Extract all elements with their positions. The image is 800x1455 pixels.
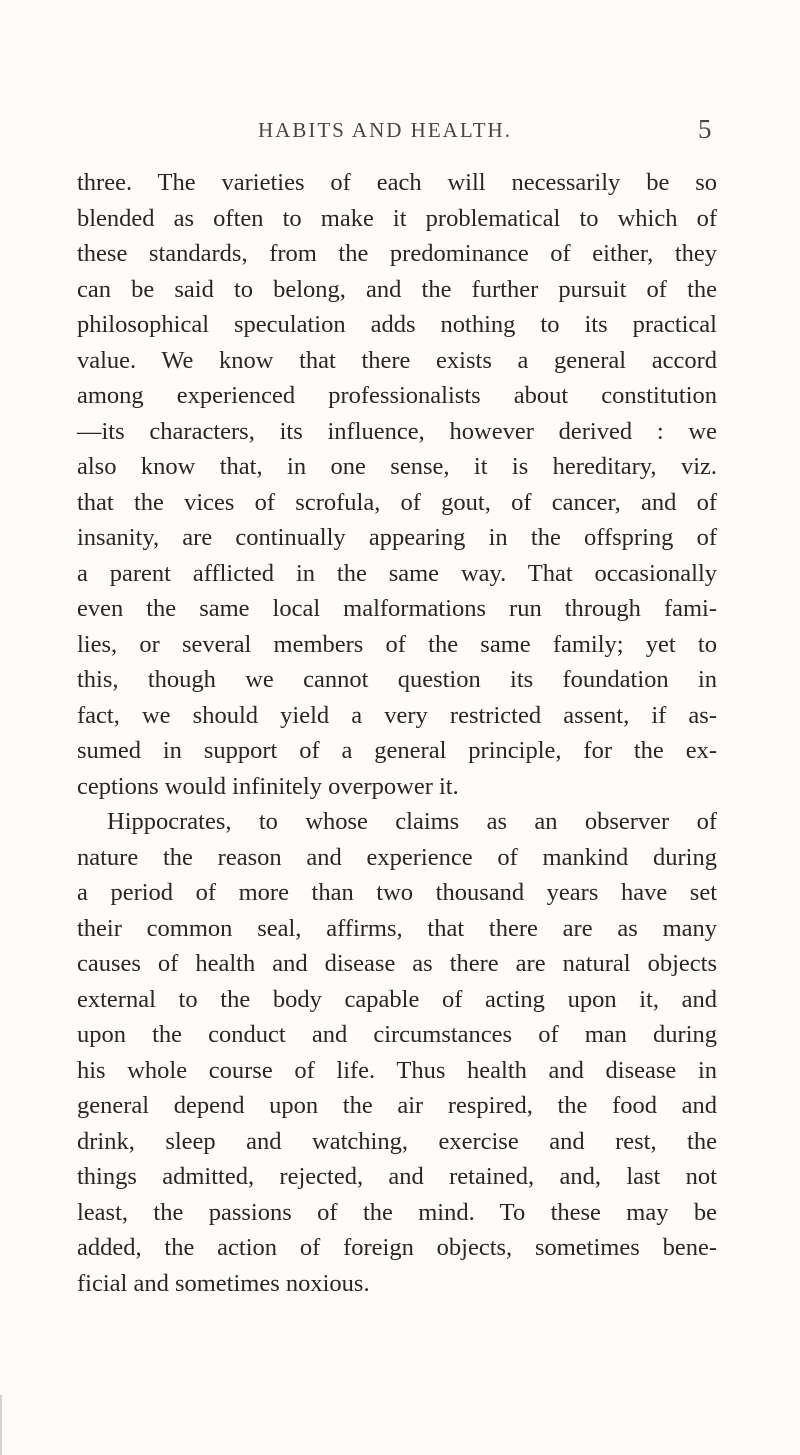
- text-line: also know that, in one sense, it is hereditary, viz.: [77, 453, 717, 480]
- text-line: insanity, are continually appearing in the offspring of: [77, 524, 717, 551]
- text-line: blended as often to make it problematical to which of: [77, 204, 717, 232]
- text-line: drink, sleep and watching, exercise and rest, the: [77, 1127, 717, 1155]
- text-line: —its characters, its influence, however derived : we: [77, 417, 717, 445]
- text-line: can be said to belong, and the further pursuit of the: [77, 275, 717, 303]
- running-head: HABITS AND HEALTH.: [258, 118, 512, 142]
- text-line: his whole course of life. Thus health and disease in: [77, 1056, 717, 1084]
- text-line: things admitted, rejected, and retained, and, last not: [77, 1163, 717, 1190]
- text-line: lies, or several members of the same family; yet to: [77, 630, 717, 658]
- text-line: philosophical speculation adds nothing to its practical: [77, 311, 717, 338]
- text-line: fact, we should yield a very restricted assent, if as-: [77, 701, 717, 729]
- text-line: external to the body capable of acting upon it, and: [77, 985, 717, 1013]
- text-line: causes of health and disease as there are natural objects: [77, 950, 717, 977]
- text-line: value. We know that there exists a general accord: [77, 346, 717, 374]
- text-line: a parent afflicted in the same way. That occasionally: [77, 559, 717, 587]
- body-text: [77, 165, 717, 1301]
- text-line: three. The varieties of each will necessarily be so: [77, 169, 717, 196]
- text-line: this, though we cannot question its foundation in: [77, 666, 717, 693]
- page-number: 5: [698, 114, 712, 144]
- text-line: these standards, from the predominance of either, they: [77, 240, 717, 267]
- page-header: [0, 114, 800, 158]
- text-line: general depend upon the air respired, the food and: [77, 1092, 717, 1119]
- text-line: their common seal, affirms, that there are as many: [77, 914, 717, 942]
- text-line: nature the reason and experience of mankind during: [77, 843, 717, 871]
- paragraph-1: [77, 165, 717, 804]
- text-line: sumed in support of a general principle, for the ex-: [77, 737, 717, 764]
- text-line: ficial and sometimes noxious.: [77, 1269, 370, 1297]
- text-line: Hippocrates, to whose claims as an observer of: [107, 808, 717, 835]
- text-line: ceptions would infinitely overpower it.: [77, 772, 459, 800]
- text-line: upon the conduct and circumstances of man during: [77, 1021, 717, 1048]
- text-line: least, the passions of the mind. To these may be: [77, 1198, 717, 1226]
- text-line: added, the action of foreign objects, sometimes bene-: [77, 1234, 717, 1261]
- paragraph-2: [77, 804, 717, 1301]
- page-gutter-shadow: [0, 1395, 2, 1455]
- text-line: among experienced professionalists about constitution: [77, 382, 717, 409]
- text-line: that the vices of scrofula, of gout, of cancer, and of: [77, 488, 717, 516]
- text-line: a period of more than two thousand years have set: [77, 879, 717, 906]
- text-line: even the same local malformations run through fami-: [77, 595, 717, 622]
